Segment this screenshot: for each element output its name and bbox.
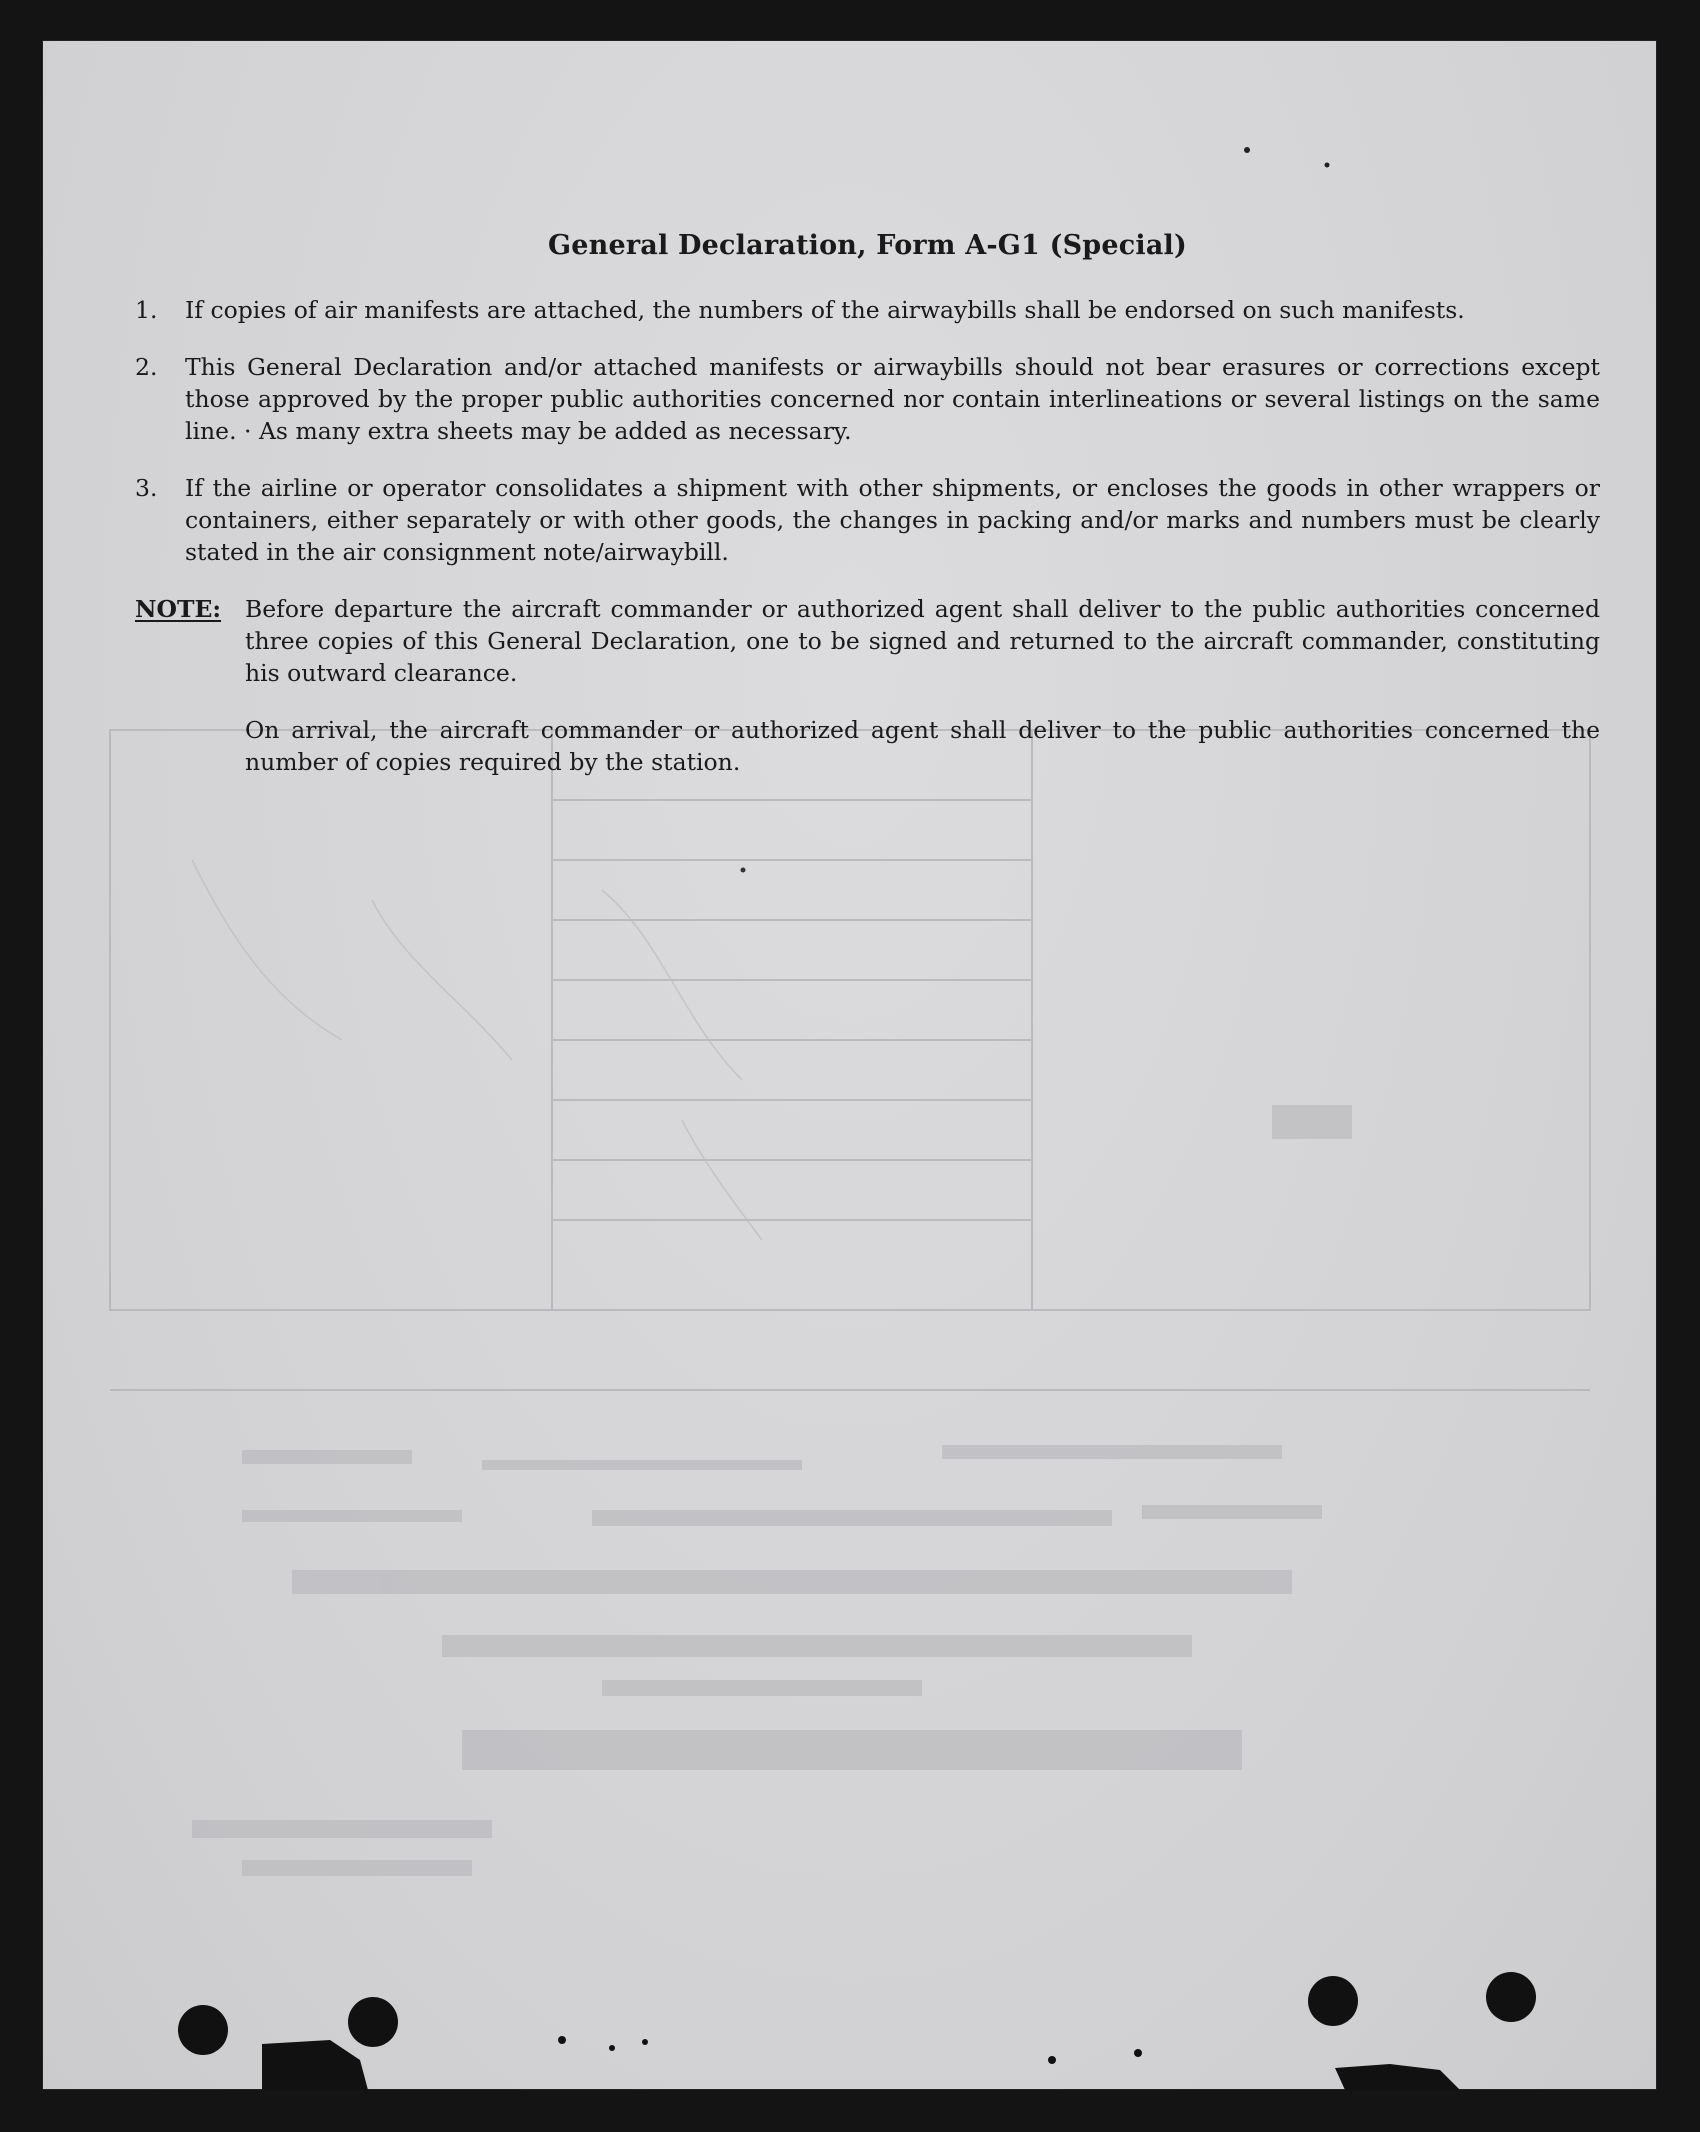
page-title: General Declaration, Form A-G1 (Special)	[548, 230, 1187, 261]
item-number: 1.	[135, 296, 158, 324]
item-text: If the airline or operator consolidates a shipment with other shipments, or encloses the goods in other wrappers or containers, either separately or with other goods, the changes in packing and/or marks and numbers must be clearly stated in the air consignment note/airwaybill.	[185, 474, 1600, 566]
instruction-item-1	[135, 294, 1600, 326]
instruction-item-2	[135, 351, 1600, 447]
item-text: This General Declaration and/or attached manifests or airwaybills should not bear erasures or corrections except those approved by the proper public authorities concerned nor contain interlineations or several listings on the same line. · As many extra sheets may be added as necessary.	[185, 353, 1600, 445]
note-paragraph-arrival: On arrival, the aircraft commander or authorized agent shall deliver to the public authorities concerned the number of copies required by the station.	[245, 716, 1600, 776]
declaration-instructions	[135, 230, 1600, 803]
note-paragraph-departure: Before departure the aircraft commander or authorized agent shall deliver to the public authorities concerned three copies of this General Declaration, one to be signed and returned to the aircraft commander, constituting his outward clearance.	[245, 595, 1600, 687]
item-number: 3.	[135, 474, 158, 502]
note-section	[135, 593, 1600, 803]
note-label: NOTE:	[135, 595, 222, 623]
document-page	[42, 40, 1657, 2090]
note-body	[245, 593, 1600, 803]
item-text: If copies of air manifests are attached, the numbers of the airwaybills shall be endorsed on such manifests.	[185, 296, 1465, 324]
item-number: 2.	[135, 353, 158, 381]
instruction-item-3	[135, 472, 1600, 568]
